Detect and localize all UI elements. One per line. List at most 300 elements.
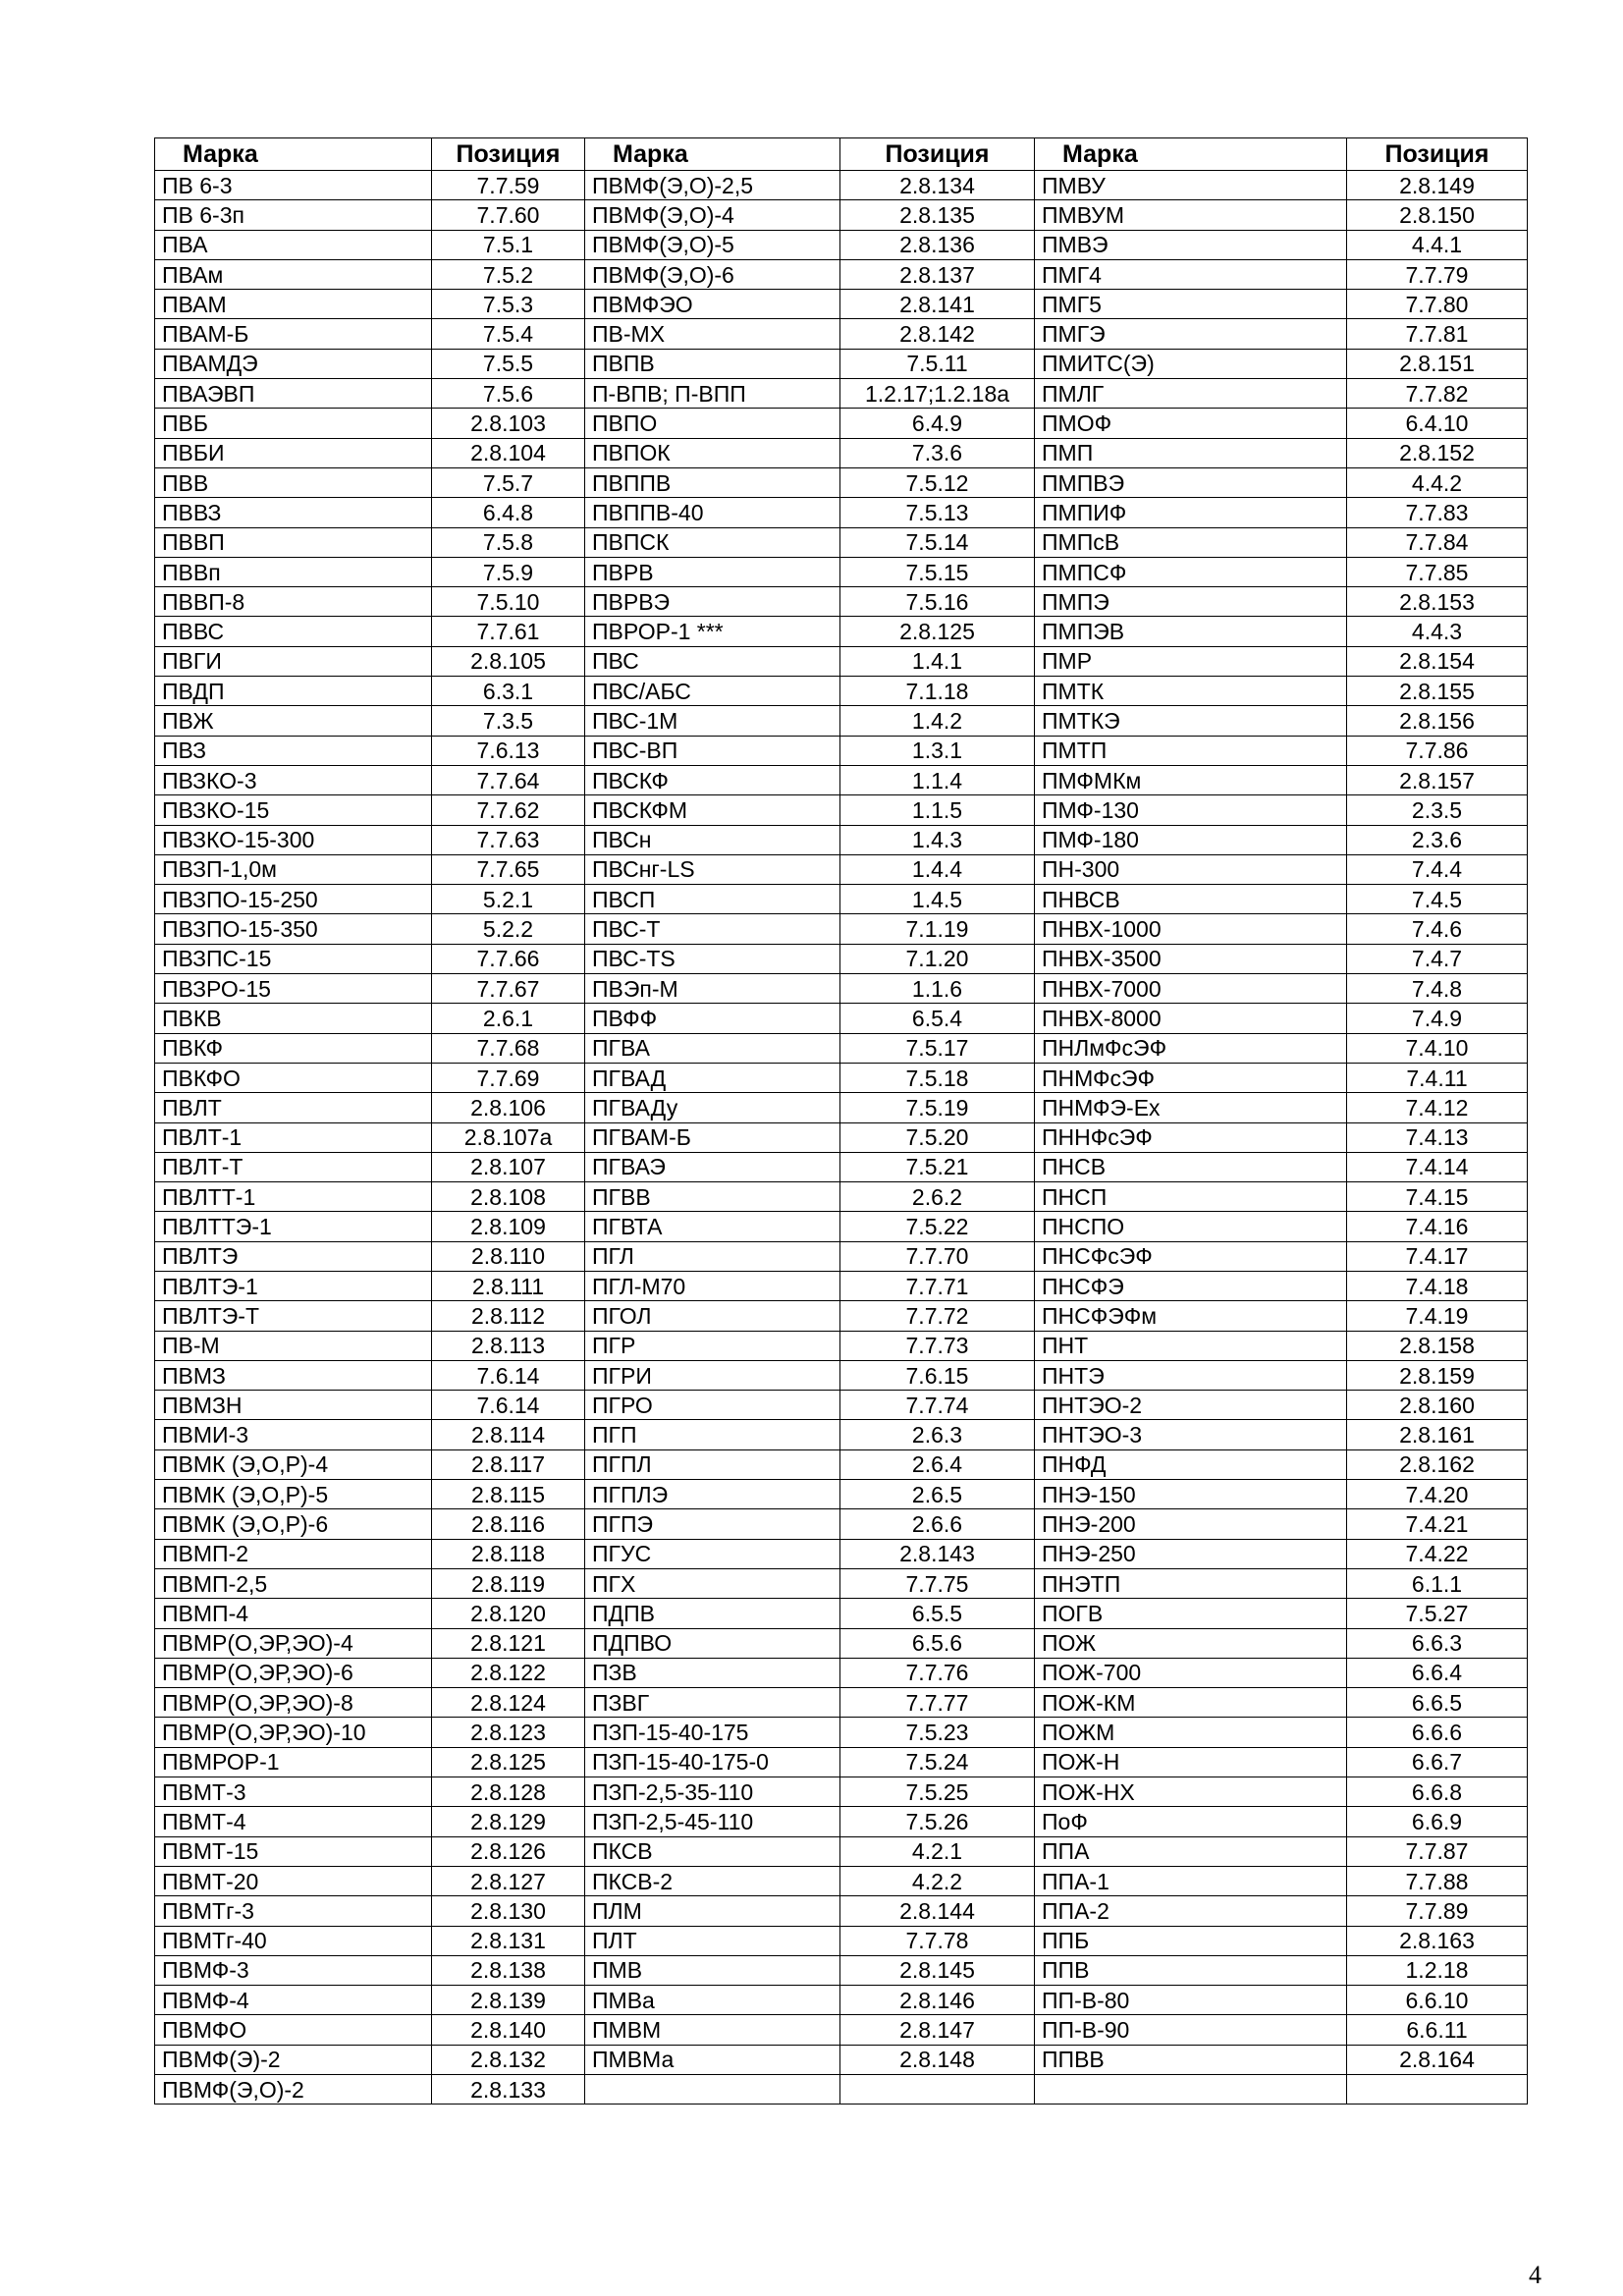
- cell-position-3: 7.7.83: [1347, 498, 1528, 527]
- cell-position-3: 2.8.151: [1347, 349, 1528, 378]
- cell-position-3: 7.4.11: [1347, 1063, 1528, 1092]
- table-row: [155, 646, 1528, 676]
- cell-brand-3: ПМТП: [1035, 736, 1347, 765]
- cell-position-3: 2.8.162: [1347, 1449, 1528, 1479]
- cell-brand-2: ПВППВ-40: [585, 498, 840, 527]
- cell-position-3: 7.4.20: [1347, 1480, 1528, 1509]
- cell-brand-3: ПНЭТП: [1035, 1568, 1347, 1598]
- table-row: [155, 1301, 1528, 1331]
- cell-position-3: 7.4.9: [1347, 1004, 1528, 1033]
- cell-position-1: 2.8.107: [432, 1152, 585, 1181]
- cell-position-1: 2.8.123: [432, 1718, 585, 1747]
- cell-brand-1: ПВБИ: [155, 438, 432, 467]
- table-row: [155, 795, 1528, 825]
- cell-brand-3: ПОЖМ: [1035, 1718, 1347, 1747]
- cell-brand-1: ПВКВ: [155, 1004, 432, 1033]
- cell-brand-2: ПЗП-2,5-45-110: [585, 1807, 840, 1836]
- cell-brand-2: ПВППВ: [585, 467, 840, 497]
- cell-position-2: 1.1.4: [840, 765, 1035, 794]
- cell-position-1: 7.7.68: [432, 1033, 585, 1063]
- table-row: [155, 379, 1528, 409]
- cell-position-1: 2.8.120: [432, 1599, 585, 1628]
- cell-brand-3: ПМП: [1035, 438, 1347, 467]
- table-row: [155, 1391, 1528, 1420]
- cell-position-1: 7.3.5: [432, 706, 585, 736]
- cell-position-2: 7.5.18: [840, 1063, 1035, 1092]
- cell-position-1: 7.7.63: [432, 825, 585, 854]
- cell-position-3: 2.8.149: [1347, 171, 1528, 200]
- cell-position-3: 6.1.1: [1347, 1568, 1528, 1598]
- cell-brand-3: ПМВУ: [1035, 171, 1347, 200]
- cell-brand-1: ПВМП-2,5: [155, 1568, 432, 1598]
- cell-brand-2: ПВСП: [585, 885, 840, 914]
- table-row: [155, 706, 1528, 736]
- cell-position-3: 2.8.161: [1347, 1420, 1528, 1449]
- cell-brand-2: ПКСВ: [585, 1836, 840, 1866]
- cell-position-1: 7.7.60: [432, 200, 585, 230]
- cell-position-1: 7.5.6: [432, 379, 585, 409]
- cell-brand-3: ПНТЭ: [1035, 1360, 1347, 1390]
- cell-brand-1: ПВЛТ: [155, 1093, 432, 1122]
- brand-position-table: [154, 137, 1528, 2105]
- cell-brand-3: ПМВУМ: [1035, 200, 1347, 230]
- table-row: [155, 587, 1528, 617]
- cell-brand-2: ПВМФ(Э,О)-5: [585, 230, 840, 259]
- cell-brand-1: ПВЗКО-3: [155, 765, 432, 794]
- cell-position-2: 7.5.26: [840, 1807, 1035, 1836]
- cell-brand-2: ПГУС: [585, 1539, 840, 1568]
- cell-position-2: 7.7.74: [840, 1391, 1035, 1420]
- cell-brand-3: ПОЖ-НХ: [1035, 1777, 1347, 1807]
- table-row: [155, 736, 1528, 765]
- cell-position-2: 2.8.148: [840, 2045, 1035, 2074]
- cell-brand-3: ПННФсЭФ: [1035, 1122, 1347, 1152]
- table-row: [155, 944, 1528, 973]
- table-row: [155, 2015, 1528, 2045]
- table-row: [155, 1628, 1528, 1658]
- cell-position-3: 2.8.150: [1347, 200, 1528, 230]
- cell-brand-1: ПВЖ: [155, 706, 432, 736]
- cell-brand-1: ПВВ: [155, 467, 432, 497]
- cell-brand-1: ПВМТг-40: [155, 1926, 432, 1955]
- table-row: [155, 1688, 1528, 1718]
- table-row: [155, 765, 1528, 794]
- table-row: [155, 1955, 1528, 1985]
- cell-brand-2: ПГВАМ-Б: [585, 1122, 840, 1152]
- cell-position-1: 7.5.4: [432, 319, 585, 349]
- cell-brand-1: ПВВП-8: [155, 587, 432, 617]
- cell-brand-3: ПОЖ-700: [1035, 1658, 1347, 1687]
- table-row: [155, 349, 1528, 378]
- cell-brand-3: ППВ: [1035, 1955, 1347, 1985]
- cell-brand-1: ПВГИ: [155, 646, 432, 676]
- cell-brand-1: ПВМТ-3: [155, 1777, 432, 1807]
- cell-position-1: 6.4.8: [432, 498, 585, 527]
- cell-brand-2: [585, 2075, 840, 2105]
- cell-position-1: 2.6.1: [432, 1004, 585, 1033]
- cell-brand-1: ПВА: [155, 230, 432, 259]
- cell-position-3: 2.8.154: [1347, 646, 1528, 676]
- cell-brand-1: ПВ 6-3п: [155, 200, 432, 230]
- cell-brand-2: ПВМФ(Э,О)-4: [585, 200, 840, 230]
- table-row: [155, 1212, 1528, 1241]
- cell-position-1: 7.6.14: [432, 1360, 585, 1390]
- cell-position-2: 1.4.3: [840, 825, 1035, 854]
- cell-brand-2: ПВРВ: [585, 557, 840, 586]
- cell-position-1: 2.8.119: [432, 1568, 585, 1598]
- table-row: [155, 1004, 1528, 1033]
- cell-position-2: 6.5.5: [840, 1599, 1035, 1628]
- cell-brand-1: ПВАЭВП: [155, 379, 432, 409]
- table-row: [155, 200, 1528, 230]
- cell-position-3: 1.2.18: [1347, 1955, 1528, 1985]
- table-row: [155, 1599, 1528, 1628]
- cell-position-1: 2.8.111: [432, 1271, 585, 1300]
- cell-brand-2: ПЗВ: [585, 1658, 840, 1687]
- cell-brand-3: ПОЖ-КМ: [1035, 1688, 1347, 1718]
- cell-brand-3: ПМПСФ: [1035, 557, 1347, 586]
- cell-position-1: 2.8.125: [432, 1747, 585, 1777]
- cell-brand-2: ПВПСК: [585, 527, 840, 557]
- cell-brand-1: ПВМР(О,ЭР,ЭО)-6: [155, 1658, 432, 1687]
- cell-brand-3: ПМПсВ: [1035, 527, 1347, 557]
- cell-position-1: 2.8.115: [432, 1480, 585, 1509]
- cell-brand-1: ПВВЗ: [155, 498, 432, 527]
- cell-position-1: 7.5.8: [432, 527, 585, 557]
- cell-brand-1: ПВМФ-3: [155, 1955, 432, 1985]
- cell-position-3: 2.3.6: [1347, 825, 1528, 854]
- table-row: [155, 1539, 1528, 1568]
- cell-brand-1: ПВЗКО-15-300: [155, 825, 432, 854]
- cell-brand-2: ПВПО: [585, 409, 840, 438]
- cell-position-2: 2.8.125: [840, 617, 1035, 646]
- table-row: [155, 2045, 1528, 2074]
- table-row: [155, 1063, 1528, 1092]
- cell-brand-3: ПНФД: [1035, 1449, 1347, 1479]
- cell-position-3: 6.4.10: [1347, 409, 1528, 438]
- cell-position-2: 7.3.6: [840, 438, 1035, 467]
- cell-brand-3: ПНСП: [1035, 1182, 1347, 1212]
- cell-brand-3: ПМОФ: [1035, 409, 1347, 438]
- cell-position-1: 2.8.103: [432, 409, 585, 438]
- cell-position-3: 6.6.4: [1347, 1658, 1528, 1687]
- cell-brand-2: ПВС-Т: [585, 914, 840, 944]
- cell-brand-1: ПВМП-2: [155, 1539, 432, 1568]
- cell-brand-2: ПГОЛ: [585, 1301, 840, 1331]
- cell-position-1: 2.8.113: [432, 1331, 585, 1360]
- cell-position-2: 7.1.18: [840, 677, 1035, 706]
- cell-brand-3: ПНСПО: [1035, 1212, 1347, 1241]
- cell-brand-2: ПВЭп-М: [585, 974, 840, 1004]
- cell-position-2: 7.5.23: [840, 1718, 1035, 1747]
- cell-brand-1: ПВДП: [155, 677, 432, 706]
- cell-position-3: 2.8.159: [1347, 1360, 1528, 1390]
- cell-brand-2: ПДПВО: [585, 1628, 840, 1658]
- cell-brand-3: ПНСФЭ: [1035, 1271, 1347, 1300]
- header-brand-2: Марка: [585, 138, 840, 171]
- cell-brand-2: ПЛМ: [585, 1896, 840, 1926]
- cell-position-1: 2.8.138: [432, 1955, 585, 1985]
- table-header-row: [155, 138, 1528, 171]
- cell-brand-3: ПМПИФ: [1035, 498, 1347, 527]
- table-row: [155, 230, 1528, 259]
- cell-brand-3: ПН-300: [1035, 854, 1347, 884]
- table-row: [155, 467, 1528, 497]
- cell-brand-3: ППБ: [1035, 1926, 1347, 1955]
- cell-position-3: 7.4.4: [1347, 854, 1528, 884]
- cell-position-2: 6.4.9: [840, 409, 1035, 438]
- table-row: [155, 1360, 1528, 1390]
- cell-position-2: 2.8.134: [840, 171, 1035, 200]
- cell-brand-2: ПГРИ: [585, 1360, 840, 1390]
- cell-position-1: 2.8.133: [432, 2075, 585, 2105]
- cell-brand-2: ПГВВ: [585, 1182, 840, 1212]
- cell-position-1: 2.8.108: [432, 1182, 585, 1212]
- cell-position-2: 2.6.4: [840, 1449, 1035, 1479]
- cell-position-2: [840, 2075, 1035, 2105]
- table-row: [155, 974, 1528, 1004]
- cell-brand-2: ПВПВ: [585, 349, 840, 378]
- cell-position-3: 7.7.88: [1347, 1866, 1528, 1895]
- cell-brand-1: ПВЗПО-15-250: [155, 885, 432, 914]
- cell-brand-2: ПВС-1М: [585, 706, 840, 736]
- cell-brand-1: ПВМЗ: [155, 1360, 432, 1390]
- cell-position-3: 2.8.164: [1347, 2045, 1528, 2074]
- cell-position-3: 7.4.5: [1347, 885, 1528, 914]
- cell-position-3: 2.8.156: [1347, 706, 1528, 736]
- cell-brand-1: ПВКФ: [155, 1033, 432, 1063]
- table-row: [155, 438, 1528, 467]
- cell-position-1: 2.8.127: [432, 1866, 585, 1895]
- cell-position-1: 2.8.122: [432, 1658, 585, 1687]
- cell-position-3: [1347, 2075, 1528, 2105]
- cell-brand-1: ПВМР(О,ЭР,ЭО)-4: [155, 1628, 432, 1658]
- cell-position-1: 7.5.2: [432, 259, 585, 289]
- cell-position-1: 7.5.5: [432, 349, 585, 378]
- cell-position-3: 2.8.152: [1347, 438, 1528, 467]
- cell-position-1: 2.8.121: [432, 1628, 585, 1658]
- cell-position-3: 7.4.21: [1347, 1509, 1528, 1539]
- cell-position-1: 2.8.109: [432, 1212, 585, 1241]
- cell-position-1: 2.8.131: [432, 1926, 585, 1955]
- cell-position-3: 6.6.6: [1347, 1718, 1528, 1747]
- cell-brand-1: ПВМТг-3: [155, 1896, 432, 1926]
- cell-position-3: 4.4.3: [1347, 617, 1528, 646]
- cell-position-2: 7.1.19: [840, 914, 1035, 944]
- cell-brand-2: ПГВАЭ: [585, 1152, 840, 1181]
- cell-position-2: 7.7.72: [840, 1301, 1035, 1331]
- cell-brand-3: ПМГ5: [1035, 290, 1347, 319]
- cell-brand-2: ПГЛ-М70: [585, 1271, 840, 1300]
- cell-brand-1: ПВМРОР-1: [155, 1747, 432, 1777]
- table-row: [155, 1480, 1528, 1509]
- table-row: [155, 1926, 1528, 1955]
- cell-brand-3: ПНМФЭ-Ex: [1035, 1093, 1347, 1122]
- cell-position-3: 7.4.16: [1347, 1212, 1528, 1241]
- cell-brand-3: ПНВХ-7000: [1035, 974, 1347, 1004]
- cell-position-1: 7.7.59: [432, 171, 585, 200]
- header-position-3: Позиция: [1347, 138, 1528, 171]
- cell-brand-1: ПВЛТЭ: [155, 1241, 432, 1271]
- cell-position-2: 7.5.21: [840, 1152, 1035, 1181]
- cell-position-1: 2.8.116: [432, 1509, 585, 1539]
- cell-brand-2: ПВС-TS: [585, 944, 840, 973]
- cell-brand-2: ПВСнг-LS: [585, 854, 840, 884]
- cell-position-2: 1.1.5: [840, 795, 1035, 825]
- cell-brand-2: ПМВМа: [585, 2045, 840, 2074]
- cell-brand-1: ПВЗПО-15-350: [155, 914, 432, 944]
- cell-position-2: 2.8.141: [840, 290, 1035, 319]
- cell-brand-1: ПВЗРО-15: [155, 974, 432, 1004]
- cell-position-3: 6.6.7: [1347, 1747, 1528, 1777]
- cell-position-2: 7.5.11: [840, 349, 1035, 378]
- table-row: [155, 290, 1528, 319]
- cell-position-1: 2.8.112: [432, 1301, 585, 1331]
- cell-position-3: 2.8.157: [1347, 765, 1528, 794]
- cell-brand-1: ПВЛТТ-1: [155, 1182, 432, 1212]
- table-row: [155, 1658, 1528, 1687]
- cell-brand-3: ПМГЭ: [1035, 319, 1347, 349]
- cell-brand-3: ПНЭ-150: [1035, 1480, 1347, 1509]
- cell-brand-3: ПНВХ-8000: [1035, 1004, 1347, 1033]
- cell-brand-2: ПМВа: [585, 1986, 840, 2015]
- cell-brand-1: ПВАМ-Б: [155, 319, 432, 349]
- cell-position-3: 4.4.2: [1347, 467, 1528, 497]
- cell-position-2: 2.6.6: [840, 1509, 1035, 1539]
- cell-brand-2: ПГВАД: [585, 1063, 840, 1092]
- table-row: [155, 409, 1528, 438]
- cell-brand-1: ПВБ: [155, 409, 432, 438]
- cell-brand-2: ПГПЛ: [585, 1449, 840, 1479]
- table-row: [155, 854, 1528, 884]
- cell-brand-1: ПВМФ(Э)-2: [155, 2045, 432, 2074]
- cell-brand-1: ПВВП: [155, 527, 432, 557]
- cell-brand-2: ПВРВЭ: [585, 587, 840, 617]
- cell-position-2: 2.8.135: [840, 200, 1035, 230]
- table-row: [155, 914, 1528, 944]
- cell-position-2: 6.5.6: [840, 1628, 1035, 1658]
- cell-position-2: 7.7.73: [840, 1331, 1035, 1360]
- cell-position-2: 1.4.4: [840, 854, 1035, 884]
- cell-brand-3: ПНТЭО-3: [1035, 1420, 1347, 1449]
- cell-brand-1: ПВЗПС-15: [155, 944, 432, 973]
- cell-position-3: 7.7.84: [1347, 527, 1528, 557]
- cell-position-2: 4.2.2: [840, 1866, 1035, 1895]
- cell-position-3: 2.8.158: [1347, 1331, 1528, 1360]
- cell-position-2: 2.8.136: [840, 230, 1035, 259]
- cell-position-3: 6.6.5: [1347, 1688, 1528, 1718]
- cell-position-1: 2.8.139: [432, 1986, 585, 2015]
- cell-brand-1: ПВМК (Э,О,Р)-5: [155, 1480, 432, 1509]
- table-row: [155, 1152, 1528, 1181]
- table-row: [155, 825, 1528, 854]
- cell-brand-3: ПП-В-90: [1035, 2015, 1347, 2045]
- table-row: [155, 171, 1528, 200]
- cell-brand-1: ПВМТ-4: [155, 1807, 432, 1836]
- cell-brand-1: ПВЛТЭ-Т: [155, 1301, 432, 1331]
- cell-brand-3: ПМИТС(Э): [1035, 349, 1347, 378]
- table-row: [155, 557, 1528, 586]
- cell-brand-2: П-ВПВ; П-ВПП: [585, 379, 840, 409]
- cell-position-2: 7.7.71: [840, 1271, 1035, 1300]
- cell-position-2: 2.8.144: [840, 1896, 1035, 1926]
- header-brand-3: Марка: [1035, 138, 1347, 171]
- cell-brand-2: ПВС/АБС: [585, 677, 840, 706]
- table-row: [155, 498, 1528, 527]
- cell-position-1: 2.8.140: [432, 2015, 585, 2045]
- cell-brand-2: ПДПВ: [585, 1599, 840, 1628]
- cell-position-3: 2.8.160: [1347, 1391, 1528, 1420]
- cell-position-1: 7.7.64: [432, 765, 585, 794]
- cell-brand-1: ПВЛТТЭ-1: [155, 1212, 432, 1241]
- cell-brand-2: ПВС-ВП: [585, 736, 840, 765]
- cell-brand-3: ППА-1: [1035, 1866, 1347, 1895]
- cell-position-2: 6.5.4: [840, 1004, 1035, 1033]
- cell-brand-3: ПНСВ: [1035, 1152, 1347, 1181]
- cell-brand-1: ПВКФО: [155, 1063, 432, 1092]
- cell-brand-1: ПВЗКО-15: [155, 795, 432, 825]
- cell-position-3: 6.6.8: [1347, 1777, 1528, 1807]
- table-row: [155, 1271, 1528, 1300]
- cell-position-1: 7.5.9: [432, 557, 585, 586]
- cell-brand-1: ПВВп: [155, 557, 432, 586]
- cell-brand-3: ПМФМКм: [1035, 765, 1347, 794]
- cell-position-2: 7.5.13: [840, 498, 1035, 527]
- cell-position-3: 7.4.15: [1347, 1182, 1528, 1212]
- cell-position-2: 1.4.5: [840, 885, 1035, 914]
- table-row: [155, 1836, 1528, 1866]
- cell-position-1: 2.8.124: [432, 1688, 585, 1718]
- cell-brand-3: ПМПЭВ: [1035, 617, 1347, 646]
- cell-brand-3: ПНМФсЭФ: [1035, 1063, 1347, 1092]
- cell-position-3: 7.4.18: [1347, 1271, 1528, 1300]
- table-row: [155, 885, 1528, 914]
- cell-brand-3: ППА: [1035, 1836, 1347, 1866]
- cell-brand-2: ПГХ: [585, 1568, 840, 1598]
- cell-position-3: 2.3.5: [1347, 795, 1528, 825]
- cell-brand-2: ПМВ: [585, 1955, 840, 1985]
- cell-brand-1: ПВМР(О,ЭР,ЭО)-8: [155, 1688, 432, 1718]
- cell-position-1: 2.8.128: [432, 1777, 585, 1807]
- cell-brand-2: ПЗВГ: [585, 1688, 840, 1718]
- cell-position-3: 6.6.9: [1347, 1807, 1528, 1836]
- cell-position-1: 2.8.107а: [432, 1122, 585, 1152]
- cell-brand-3: ПНТЭО-2: [1035, 1391, 1347, 1420]
- cell-position-1: 2.8.110: [432, 1241, 585, 1271]
- cell-position-1: 2.8.118: [432, 1539, 585, 1568]
- cell-position-1: 2.8.130: [432, 1896, 585, 1926]
- cell-position-1: 2.8.117: [432, 1449, 585, 1479]
- cell-brand-3: ПМЛГ: [1035, 379, 1347, 409]
- cell-brand-3: ПНСФЭФм: [1035, 1301, 1347, 1331]
- cell-brand-3: ПМТКЭ: [1035, 706, 1347, 736]
- cell-position-1: 2.8.126: [432, 1836, 585, 1866]
- cell-brand-2: ПВСн: [585, 825, 840, 854]
- cell-position-2: 7.5.17: [840, 1033, 1035, 1063]
- cell-brand-1: ПВМФ-4: [155, 1986, 432, 2015]
- cell-brand-1: ПВЗП-1,0м: [155, 854, 432, 884]
- cell-position-2: 2.6.2: [840, 1182, 1035, 1212]
- table-row: [155, 1747, 1528, 1777]
- cell-brand-1: ПВМР(О,ЭР,ЭО)-10: [155, 1718, 432, 1747]
- cell-brand-3: ПМТК: [1035, 677, 1347, 706]
- cell-brand-1: ПВВС: [155, 617, 432, 646]
- cell-position-1: 2.8.106: [432, 1093, 585, 1122]
- cell-brand-2: ПЛТ: [585, 1926, 840, 1955]
- table-row: [155, 259, 1528, 289]
- cell-brand-3: ПМФ-180: [1035, 825, 1347, 854]
- cell-brand-3: ППВВ: [1035, 2045, 1347, 2074]
